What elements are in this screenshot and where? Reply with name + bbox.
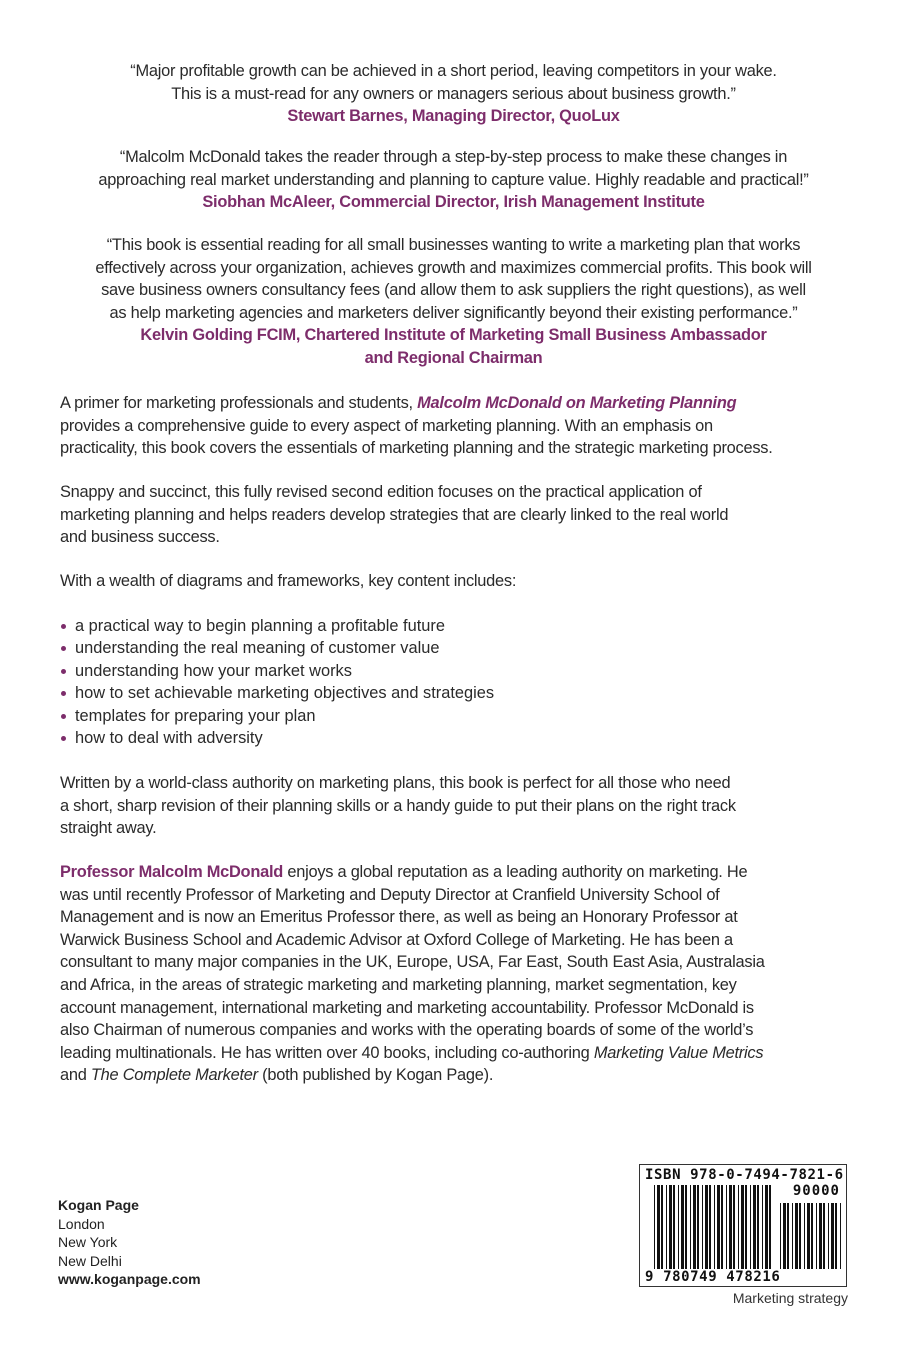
barcode-bar: [685, 1185, 687, 1269]
edition-line-2: marketing planning and helps readers develop strategies that are clearly linked to the real world: [60, 505, 729, 524]
barcode-bar: [721, 1185, 723, 1269]
barcode-bar: [823, 1203, 825, 1269]
list-item-text: understanding the real meaning of customer value: [75, 639, 440, 658]
list-item: [60, 637, 494, 659]
ean-first-digit: 9: [645, 1269, 655, 1285]
barcode-bar: [714, 1185, 715, 1269]
list-item: [60, 660, 494, 682]
bullet-icon: [61, 714, 66, 719]
barcode-bar: [783, 1203, 786, 1269]
bullet-icon: [61, 624, 66, 629]
testimonial-1-attribution: Stewart Barnes, Managing Director, QuoLux: [287, 107, 620, 126]
testimonial-1-line-1: “Major profitable growth can be achieved in a short period, leaving competitors in your wake.: [130, 62, 777, 80]
barcode-bar: [681, 1185, 684, 1269]
testimonial-3-line-3: save business owners consultancy fees (and allow them to ask suppliers the right questions), as well: [101, 281, 806, 300]
closing-paragraph: [60, 772, 860, 840]
author-bio-line: account management, international marketing and marketing accountability. Professor McDonald is: [60, 998, 754, 1017]
barcode-bar: [661, 1185, 663, 1269]
closing-line-3: straight away.: [60, 819, 157, 838]
book-marketing-value-metrics: Marketing Value Metrics: [593, 1043, 764, 1062]
barcode-bar: [762, 1185, 763, 1269]
barcode-bar: [780, 1203, 781, 1269]
author-bio-line: Management and is now an Emeritus Professor there, as well as being an Honorary Professor at: [60, 908, 738, 927]
barcode-bar: [693, 1185, 696, 1269]
barcode-bar: [717, 1185, 720, 1269]
barcode-bar: [738, 1185, 739, 1269]
author-bio-text: and: [60, 1066, 91, 1085]
intro-line-3: practicality, this book covers the essentials of marketing planning and the strategic marketing process.: [60, 439, 773, 458]
ean-digits: [645, 1269, 780, 1285]
list-item-text: how to set achievable marketing objectives and strategies: [75, 684, 495, 703]
author-bio-text: leading multinationals. He has written over 40 books, including co-authoring: [60, 1043, 594, 1062]
key-content-list: [60, 615, 494, 749]
barcode-bar: [765, 1185, 768, 1269]
bullet-icon: [61, 646, 66, 651]
testimonial-3-line-2: effectively across your organization, achieves growth and maximizes commercial profits. This book will: [95, 258, 812, 277]
book-the-complete-marketer: The Complete Marketer: [90, 1066, 258, 1085]
barcode-bar: [831, 1203, 834, 1269]
testimonial-2-line-2: approaching real market understanding and planning to capture value. Highly readable and practical!”: [98, 170, 809, 189]
testimonial-3-attribution-1: Kelvin Golding FCIM, Chartered Institute of Marketing Small Business Ambassador: [140, 326, 767, 345]
publisher-block: [58, 1196, 201, 1289]
testimonial-3-attribution-2: and Regional Chairman: [364, 348, 543, 367]
barcode-bar: [835, 1203, 837, 1269]
list-item-text: understanding how your market works: [75, 661, 352, 680]
list-item-text: how to deal with adversity: [75, 729, 263, 748]
barcode-bar: [666, 1185, 667, 1269]
bullet-icon: [61, 691, 66, 696]
testimonial-3-line-4: as help marketing agencies and marketers deliver significantly beyond their existing performance.”: [109, 303, 798, 322]
author-bio-line: also Chairman of numerous companies and works with the operating boards of some of the world’s: [60, 1021, 754, 1040]
barcode-bar: [840, 1203, 841, 1269]
publisher-city: New Delhi: [58, 1252, 122, 1269]
intro-line-2: provides a comprehensive guide to every aspect of marketing planning. With an emphasis on: [60, 416, 713, 435]
author-name: Professor Malcolm McDonald: [60, 863, 284, 881]
barcode-bar: [811, 1203, 813, 1269]
testimonial-3: [40, 234, 867, 370]
author-bio-line: Warwick Business School and Academic Advisor at Oxford College of Marketing. He has been a: [60, 930, 733, 949]
content-intro: With a wealth of diagrams and frameworks, key content includes:: [60, 572, 517, 590]
barcode-bar: [702, 1185, 703, 1269]
category-label: Marketing strategy: [732, 1290, 848, 1306]
author-bio-line: was until recently Professor of Marketing and Deputy Director at Cranfield University School of: [60, 885, 720, 904]
barcode-bar: [673, 1185, 675, 1269]
list-item: [60, 682, 494, 704]
barcode-bar: [792, 1203, 793, 1269]
edition-line-1: Snappy and succinct, this fully revised second edition focuses on the practical application of: [60, 483, 702, 501]
barcode-bar: [828, 1203, 829, 1269]
list-item: [60, 727, 494, 749]
list-item-text: templates for preparing your plan: [75, 706, 316, 725]
barcode-bar: [816, 1203, 817, 1269]
edition-line-3: and business success.: [60, 528, 220, 547]
intro-paragraph: [60, 392, 860, 460]
testimonial-1-line-2: This is a must-read for any owners or managers serious about business growth.”: [171, 84, 736, 103]
list-item: [60, 705, 494, 727]
author-bio-line: [60, 1042, 860, 1065]
bullet-icon: [61, 736, 66, 741]
price-code: 90000: [792, 1183, 840, 1199]
barcode-bar: [654, 1185, 655, 1269]
barcode-bar: [678, 1185, 679, 1269]
testimonial-2-line-1: “Malcolm McDonald takes the reader through a step-by-step process to make these changes in: [119, 148, 788, 166]
barcode-bar: [745, 1185, 747, 1269]
barcode-bar: [669, 1185, 672, 1269]
author-bio: [60, 861, 860, 1087]
author-bio-line: consultant to many major companies in the UK, Europe, USA, Far East, South East Asia, Australasia: [60, 953, 765, 972]
barcode-bar: [795, 1203, 798, 1269]
ean-remaining-digits: 780749 478216: [663, 1269, 781, 1285]
testimonial-2-attribution: Siobhan McAleer, Commercial Director, Irish Management Institute: [202, 193, 705, 212]
closing-line-1: Written by a world-class authority on marketing plans, this book is perfect for all those who need: [60, 774, 731, 792]
publisher-name: Kogan Page: [58, 1197, 139, 1213]
intro-text-before: A primer for marketing professionals and students,: [60, 394, 418, 412]
barcode-bar: [729, 1185, 732, 1269]
author-bio-text: (both published by Kogan Page).: [257, 1066, 494, 1085]
testimonial-2: [40, 146, 867, 214]
barcode-bar: [819, 1203, 822, 1269]
isbn-barcode: [639, 1164, 847, 1287]
closing-line-2: a short, sharp revision of their planning skills or a handy guide to put their plans on the right track: [60, 796, 736, 815]
barcode-bar: [741, 1185, 744, 1269]
isbn-label: ISBN 978-0-7494-7821-6: [645, 1167, 844, 1183]
barcode-bar: [726, 1185, 727, 1269]
author-bio-line-1: enjoys a global reputation as a leading authority on marketing. He: [283, 863, 748, 881]
barcode-bar: [757, 1185, 759, 1269]
barcode-bar: [690, 1185, 691, 1269]
barcode-bar: [799, 1203, 801, 1269]
publisher-city: London: [58, 1215, 105, 1232]
barcode-bar: [787, 1203, 789, 1269]
barcode-bar: [697, 1185, 699, 1269]
author-bio-line: [60, 1064, 860, 1087]
publisher-city: New York: [58, 1234, 118, 1250]
barcode-bar: [705, 1185, 708, 1269]
barcode-bar: [733, 1185, 735, 1269]
barcode-bar: [709, 1185, 711, 1269]
testimonial-1: [40, 60, 867, 128]
barcode-bar: [807, 1203, 810, 1269]
list-item-text: a practical way to begin planning a profitable future: [75, 617, 445, 635]
testimonial-3-line-1: “This book is essential reading for all small businesses wanting to write a marketing plan that works: [106, 236, 801, 254]
edition-paragraph: [60, 481, 860, 549]
barcode-bar: [657, 1185, 660, 1269]
bullet-icon: [61, 669, 66, 674]
barcode-bar: [769, 1185, 771, 1269]
publisher-website: www.koganpage.com: [58, 1271, 201, 1287]
book-title: Malcolm McDonald on Marketing Planning: [417, 394, 737, 412]
barcode-bar: [750, 1185, 751, 1269]
list-item: [60, 615, 494, 637]
barcode-bar: [804, 1203, 805, 1269]
author-bio-line: and Africa, in the areas of strategic marketing and marketing planning, market segmentation, key: [60, 975, 737, 994]
barcode-bar: [753, 1185, 756, 1269]
